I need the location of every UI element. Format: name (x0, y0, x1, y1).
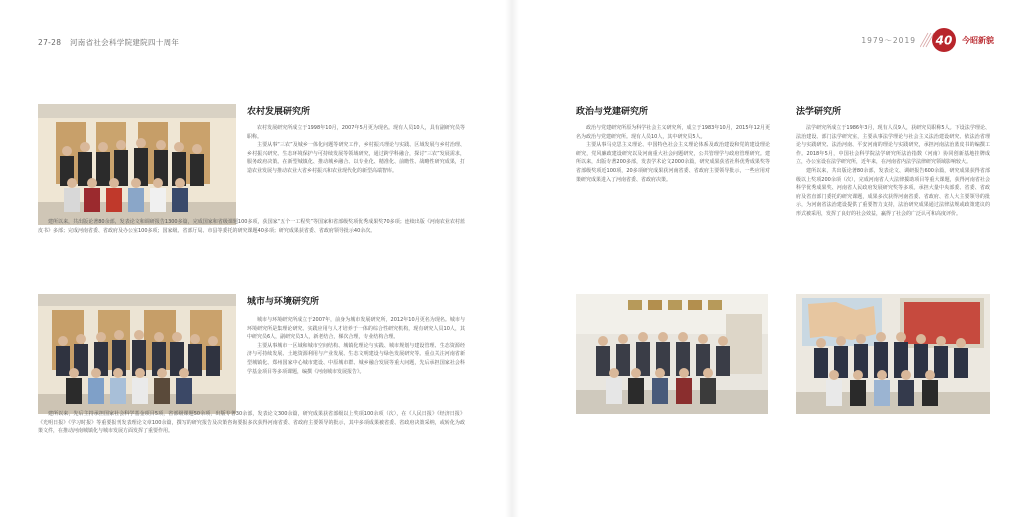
politics-paragraph: 政治与党建研究所原为科学社会主义研究所，成立于1983年10月，2015年12月更名为政治与党建研究所。现有人员10人，其中研究员5人。 (576, 125, 770, 140)
book-title: 河南省社会科学院建院四十周年 (69, 38, 180, 47)
anniversary-logo-icon (920, 27, 958, 53)
law-group-photo (796, 294, 990, 414)
law-paragraph: 建所以来，共出版论著80余部，发表论文、调研报告600余篇，研究成果获得省部级以上奖项200余项（次），完成河南省人大法律援助项目等重大课题，获得河南省社会科学优秀成果奖、河南省人民政府发展研究奖等多项。承担大量中央部委、省委、省政府及省直部门委托的研究课题，成果多次获得河南省委、省政府、省人大主要领导的批示，为河南省法治建设提供了重要智力支持，法治研究成果通过法律法规或政策建议的形式被采用，发挥了良好的社会效益，赢得了社会的广泛认可和高度评价。 (796, 167, 990, 217)
law-section-title: 法学研究所 (796, 107, 842, 117)
years-label: 1979～2019 (861, 35, 916, 45)
politics-group-photo (576, 294, 768, 414)
urban-section-text (247, 316, 465, 376)
rural-paragraph: 农村发展研究所成立于1998年10月，2007年5月更为现名。现有人员10人，具有副研究员等职称。 (247, 125, 465, 140)
urban-section-title: 城市与环境研究所 (247, 297, 320, 307)
rural-paragraph: 建所以来，共出版论著80余部，发表论文和调研报告1300多篇，完成国家和省级课题100多项，获国家“五个一工程奖”等国家和省部级奖项优秀成果奖70多项；连续出版《河南农业农村蓝皮书》多部；完成河南省委、省政府及办公室100多项；国家级、省部厅局、市县等委托的研究课题40多项；研究成果获省委、省政府领导批示40余次。 (38, 219, 465, 234)
urban-paragraph: 城市与环境研究所成立于2007年，前身为城市发展研究所，2012年10月更名为现名。城市与环境研究所是集理论研究、实践应用与人才培养于一体的综合性研究机构，现有研究人员10人，其中研究员6人，副研究员3人，新老结合，梯次合理，专业结构合理。 (247, 317, 465, 341)
rural-section-title: 农村发展研究所 (247, 107, 311, 117)
politics-section-title: 政治与党建研究所 (576, 107, 649, 117)
rural-paragraph: 主要从事“三农”及城乡一体化问题等研究工作，乡村振兴理论与实践、区域发展与乡村治理、乡村振兴研究、生态环境保护与可持续发展等领域研究，通过跨学科融合，探讨“三农”发展需求，服务政府决策。在新型城镇化、推动城乡融合、以专业化、精准化、前瞻性、战略性研究成果，打造农业发展与推动农业大省乡村振兴和农业现代化的新型高端智库。 (247, 142, 465, 174)
politics-section-text (576, 124, 770, 184)
section-tag: 今昭新貌 (962, 35, 994, 45)
law-section-text (796, 124, 990, 219)
page-numbers: 27-28 (38, 38, 62, 47)
rural-group-photo (38, 104, 236, 225)
right-page (512, 0, 1024, 517)
urban-paragraph: 建所以来，先后主持承担国家社会科学基金项目5项，省部级课题50余项，出版专著30余部，发表论文300余篇，研究成果获省部级以上奖项100余项（次），在《人民日报》《经济日报》《光明日报》《学习时报》等重要报刊发表理论文章100余篇，撰写的研究报告及决策咨询要报多次获得河南省委、省政府主要领导的批示，其中多项成果被省委、省政府决策采纳，或转化为政策文件，在推动河南城镇化与城市发展方面发挥了重要作用。 (38, 411, 465, 435)
rural-section-text-continued (38, 218, 465, 235)
law-paragraph: 法学研究所成立于1986年3月，现有人员9人，获研究员职称5人。下设法学理论、法治建设、部门法学研究室，主要从事法学理论与社会主义法治建设研究、依法治省理论与实践研究、法治河南、平安河南的理论与实践研究，承担河南法治蓝皮书的编撰工作。2018年5月，中国社会科学院法学研究所法治指数（河南）协同创新基地挂牌成立，办公室设在法学研究所，近年来，在河南省内法学法律研究领域影响较大。 (796, 125, 990, 166)
urban-section-text-continued (38, 410, 465, 436)
left-page-header (38, 37, 179, 48)
urban-group-photo (38, 294, 236, 414)
politics-paragraph: 主要从事马克思主义理论、中国特色社会主义理论体系及政治建设和党的建设理论研究，党风廉政建设研究以及河南重大社会问题研究，公共管理学与政府管理研究。建所以来，出版专著200多部，发表学术论文2000余篇，研究成果获省社科优秀成果奖等省部级奖项近100项，20多项研究成果获河南省委、省政府主要领导批示，一些应用对策研究成果进入了河南省委、省政府决策。 (576, 142, 770, 183)
logo-numeral: 40 (935, 33, 953, 48)
right-page-header (861, 26, 994, 54)
urban-paragraph: 主要从事城市一区域和城市空间结构、城镇化理论与实践、城市规划与建设管理、生态资源经济与可持续发展、土地资源利用与产业发展、生态文明建设与绿色发展研究等。重点关注河南省新型城镇化、郑州国家中心城市建设、中原城市群、城乡融合发展等重大问题，先后承担国家社会科学基金项目等多项课题，编撰《河南城市发展报告》。 (247, 342, 465, 375)
rural-section-text (247, 124, 465, 176)
